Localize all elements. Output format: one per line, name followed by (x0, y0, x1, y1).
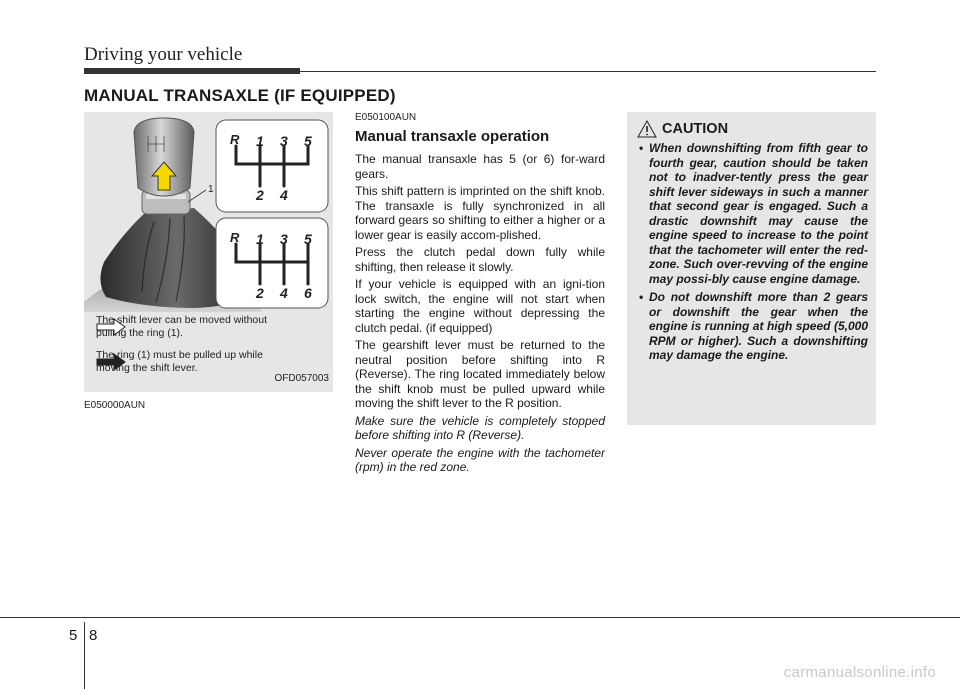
solid-arrow-icon (96, 353, 126, 371)
subsection-heading: Manual transaxle operation (355, 128, 550, 145)
bullet-icon: • (639, 141, 644, 155)
svg-text:R: R (230, 230, 240, 245)
legend-item (96, 314, 294, 340)
body-paragraph: Press the clutch pedal down fully while shifting, then release it slowly. (355, 245, 605, 274)
svg-text:5: 5 (304, 231, 312, 247)
svg-text:1: 1 (256, 231, 264, 247)
italic-note: Never operate the engine with the tachometer (rpm) in the red zone. (355, 445, 605, 474)
section-code: E050000AUN (84, 400, 146, 411)
bullet-icon: • (639, 290, 644, 304)
italic-note: Make sure the vehicle is completely stopped before shifting into R (Reverse). (355, 413, 605, 442)
caution-header (637, 120, 868, 138)
outline-arrow-icon (96, 318, 126, 336)
footer-divider (84, 622, 85, 689)
watermark: carmanualsonline.info (783, 664, 936, 681)
svg-text:R: R (230, 132, 240, 147)
svg-text:2: 2 (256, 285, 264, 301)
body-paragraph: This shift pattern is imprinted on the shift knob. The transaxle is fully synchronized in all forward gears so shifting to either a higher or a lower gear is easily accom-plished. (355, 184, 605, 242)
caution-title: CAUTION (662, 121, 729, 137)
caution-box (627, 112, 876, 425)
svg-text:6: 6 (304, 285, 312, 301)
svg-text:4: 4 (280, 187, 288, 203)
legend-text: The ring (1) must be pulled up while moving the shift lever. (96, 349, 263, 374)
subsection-code: E050100AUN (355, 112, 417, 123)
svg-text:5: 5 (304, 133, 312, 149)
caution-item: • When downshifting from fifth gear to fourth gear, caution should be taken not to inadver-tently press the gear shift lever sideways in such a manner that second gear is engaged. Such a drastic downshift may cause the engine speed to increase to the point that the tachometer will enter the red-zone. Such over-revving of the engine may possi-bly cause engine damage. (639, 141, 868, 286)
body-paragraph: The gearshift lever must be returned to the neutral position before shifting into R (Reverse). The ring located immediately below the shift knob must be pulled upward while moving the shift lever to the R position. (355, 338, 605, 410)
callout-number: 1 (208, 184, 214, 195)
figure-code: OFD057003 (274, 373, 329, 384)
caution-list (637, 141, 868, 363)
svg-text:2: 2 (256, 187, 264, 203)
legend-text: The shift lever can be moved without pulling the ring (1). (96, 314, 268, 339)
chapter-number: 5 (69, 627, 78, 644)
body-paragraph: The manual transaxle has 5 (or 6) for-ward gears. (355, 152, 605, 181)
legend-item (96, 349, 294, 375)
body-paragraph: If your vehicle is equipped with an igni-tion lock switch, the engine will not start when starting the engine without depressing the clutch pedal. (if equipped) (355, 277, 605, 335)
body-column (355, 112, 605, 478)
footer-rule (0, 617, 960, 618)
svg-text:3: 3 (280, 231, 288, 247)
svg-text:1: 1 (256, 133, 264, 149)
svg-text:4: 4 (280, 285, 288, 301)
page-number: 8 (89, 627, 98, 644)
svg-text:3: 3 (280, 133, 288, 149)
shift-pattern-figure (84, 112, 333, 392)
warning-triangle-icon (637, 120, 657, 138)
running-header: Driving your vehicle (84, 44, 243, 65)
header-rule (300, 71, 876, 72)
caution-item: • Do not downshift more than 2 gears or downshift the gear when the engine is running at high speed (5,000 RPM or higher). Such a downshifting may damage the engine. (639, 290, 868, 362)
section-title: MANUAL TRANSAXLE (IF EQUIPPED) (84, 86, 396, 105)
header-bar (84, 68, 300, 74)
